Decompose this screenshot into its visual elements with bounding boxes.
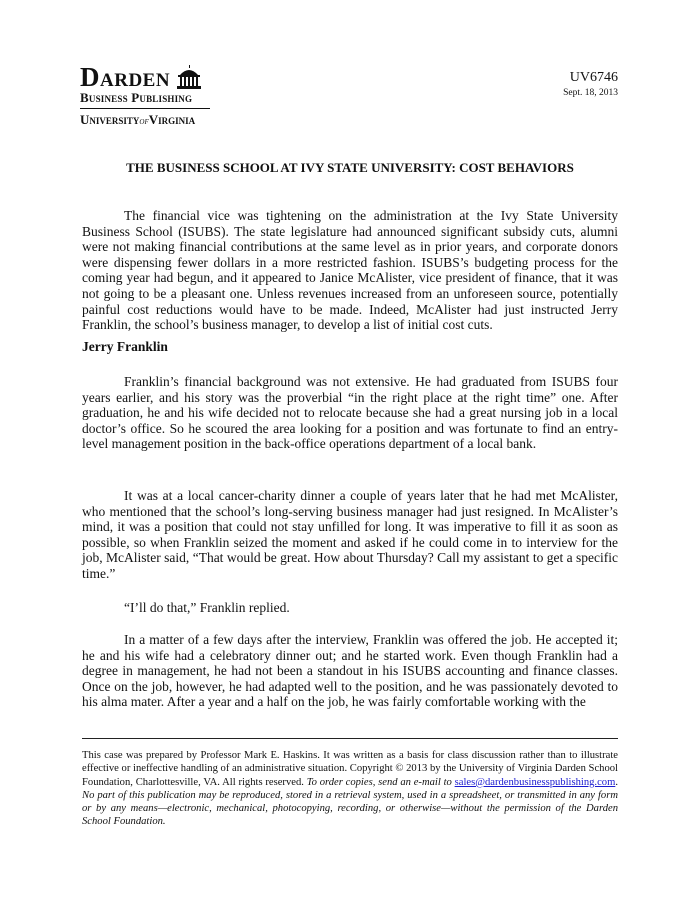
paragraph-job-offer: In a matter of a few days after the interview, Franklin was offered the job. He accepted it; he and his wife had a celebratory dinner out; and he started work. Even though Franklin had a degree in management, he had not been a standout in his ISUBS accounting and finance classes. Once on the job, however, he had adapted well to the position, and he was passionately devoted to his alma mater. After a year and a half on the job, he was fairly comfortable working with the [82, 632, 618, 710]
case-date: Sept. 18, 2013 [563, 88, 618, 98]
footer-order-text: To order copies, send an e-mail to [306, 776, 452, 788]
section-heading: Jerry Franklin [82, 339, 168, 354]
sales-email-link[interactable]: sales@dardenbusinesspublishing.com [454, 776, 616, 788]
footer-period: . [615, 776, 618, 788]
footer-divider [82, 738, 618, 739]
logo-university-of-virginia [80, 112, 210, 129]
logo-of: of [139, 116, 149, 127]
footer-note [82, 749, 618, 829]
rotunda-icon [174, 65, 204, 89]
logo-virginia: Virginia [148, 112, 196, 127]
footer-copyright: This case was prepared by Professor Mark E. Haskins. It was written as a basis for class discussion rather than to illustrate effective or ineffective handling of an administrative situation. Copyright © 2013 by the University of Virginia Darden School Foundation, Charlottesville, VA. All rights reserved. [82, 750, 618, 788]
paragraph-reply: “I’ll do that,” Franklin replied. [124, 600, 290, 615]
case-number: UV6746 [569, 70, 618, 85]
paragraph-meeting: It was at a local cancer-charity dinner a couple of years later that he had met McAlister, who mentioned that the school’s long-serving business manager had just resigned. In McAlister’s mind, it was a position that could not stay unfilled for long. It was imperative to fill it as soon as possible, so when Franklin seized the moment and asked if he could come in to interview for the job, McAlister said, “That would be great. How about Thursday? Call my assistant to get a specific time.” [82, 488, 618, 581]
paragraph-intro: The financial vice was tightening on the administration at the Ivy State University Business School (ISUBS). The state legislature had announced significant subsidy cuts, alumni were not making financial contributions at the same level as in prior years, and corporate donors were dispensing fewer dollars in a more restricted fashion. ISUBS’s budgeting process for the coming year had begun, and it appeared to Janice McAlister, vice president of finance, that it was not going to be a pleasant one. Unless revenues increased from an unforeseen source, potentially painful cost reductions would have to be made. Indeed, McAlister had just instructed Jerry Franklin, the school’s business manager, to develop a list of initial cost cuts. [82, 208, 618, 333]
logo-darden-text: Darden [80, 62, 171, 92]
footer-rights-text: No part of this publication may be reproduced, stored in a retrieval system, used in a spreadsheet, or transmitted in any form or by any means—electronic, mechanical, photocopying, recording, or otherwise—without the permission of the Darden School Foundation. [82, 789, 618, 828]
paragraph-background: Franklin’s financial background was not extensive. He had graduated from ISUBS four years earlier, and his story was the proverbial “in the right place at the right time” one. After graduation, he and his wife decided not to relocate because she had a great nursing job in a local doctor’s office. So he scoured the area looking for a position and was fortunate to find an entry-level management position in the back-office operations department of a local bank. [82, 374, 618, 452]
darden-logo [80, 64, 210, 129]
document-title: THE BUSINESS SCHOOL AT IVY STATE UNIVERSITY: COST BEHAVIORS [126, 160, 574, 175]
logo-university: University [80, 112, 140, 127]
logo-business-publishing: Business Publishing [80, 91, 210, 109]
